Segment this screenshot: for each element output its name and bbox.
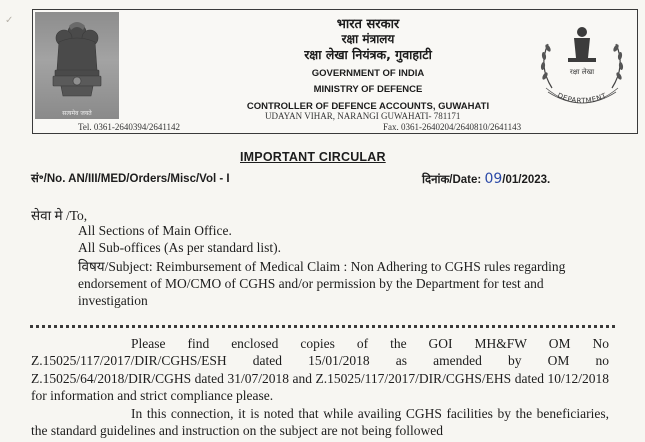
- seal-top-text: रक्षा लेखा: [569, 68, 595, 76]
- department-seal-icon: [530, 18, 634, 116]
- fax-numbers: Fax. 0361-2640204/2640810/2641143: [383, 122, 522, 132]
- date-month-year: /01/2023.: [502, 174, 551, 186]
- body-paragraph-2: In this connection, it is noted that while availing CGHS facilities by the beneficiaries, the standard guidelines and instruction on the subject are not being followed: [31, 406, 609, 439]
- recipient-main-office: All Sections of Main Office.: [78, 223, 232, 238]
- hindi-ministry-title: रक्षा मंत्रालय: [341, 32, 395, 46]
- hindi-office-title: रक्षा लेखा नियंत्रक, गुवाहाटी: [304, 47, 432, 62]
- telephone-numbers: Tel. 0361-2640394/2641142: [78, 122, 181, 132]
- to-salutation: सेवा मे /To,: [31, 208, 88, 223]
- reference-number: सं॰/No. AN/III/MED/Orders/Misc/Vol - I: [31, 173, 230, 185]
- english-office-title: CONTROLLER OF DEFENCE ACCOUNTS, GUWAHATI: [246, 101, 490, 112]
- body-paragraph-1: Please find enclosed copies of the GOI MH&FW OM No Z.15025/117/2017/DIR/CGHS/ESH dated 15/01/2018 as amended by OM no Z.15025/64/2018/DIR/CGHS dated 31/07/2018 and Z.15025/117/2017/DIR/CGHS/EHS dated 10/12/2018 for information and strict compliance please.: [31, 336, 609, 404]
- circular-date: [422, 171, 550, 187]
- circular-title: IMPORTANT CIRCULAR: [240, 150, 386, 164]
- seal-bottom-text: DEPARTMENT: [556, 91, 608, 106]
- date-label: दिनांक/Date:: [422, 174, 485, 186]
- lion-capital-icon: [35, 12, 119, 119]
- subject-line: विषय/Subject: Reimbursement of Medical Claim : Non Adhering to CGHS rules regarding endorsement of MO/CMO of CGHS and/or permission by the Department for test and investigation: [78, 259, 566, 308]
- office-address: UDAYAN VIHAR, NARANGI GUWAHATI- 781171: [265, 111, 461, 121]
- english-government-title: GOVERNMENT OF INDIA: [311, 68, 425, 79]
- national-emblem-image: [35, 12, 119, 119]
- emblem-caption: सत्यमेव जयते: [62, 110, 92, 117]
- date-handwritten-day: 09: [484, 171, 503, 187]
- svg-text:DEPARTMENT: [556, 91, 608, 105]
- hindi-government-title: भारत सरकार: [336, 17, 400, 32]
- recipient-sub-offices: All Sub-offices (As per standard list).: [78, 240, 281, 255]
- corner-mark-icon: ✓: [5, 15, 14, 26]
- english-ministry-title: MINISTRY OF DEFENCE: [313, 84, 423, 95]
- dotted-divider: [30, 325, 615, 328]
